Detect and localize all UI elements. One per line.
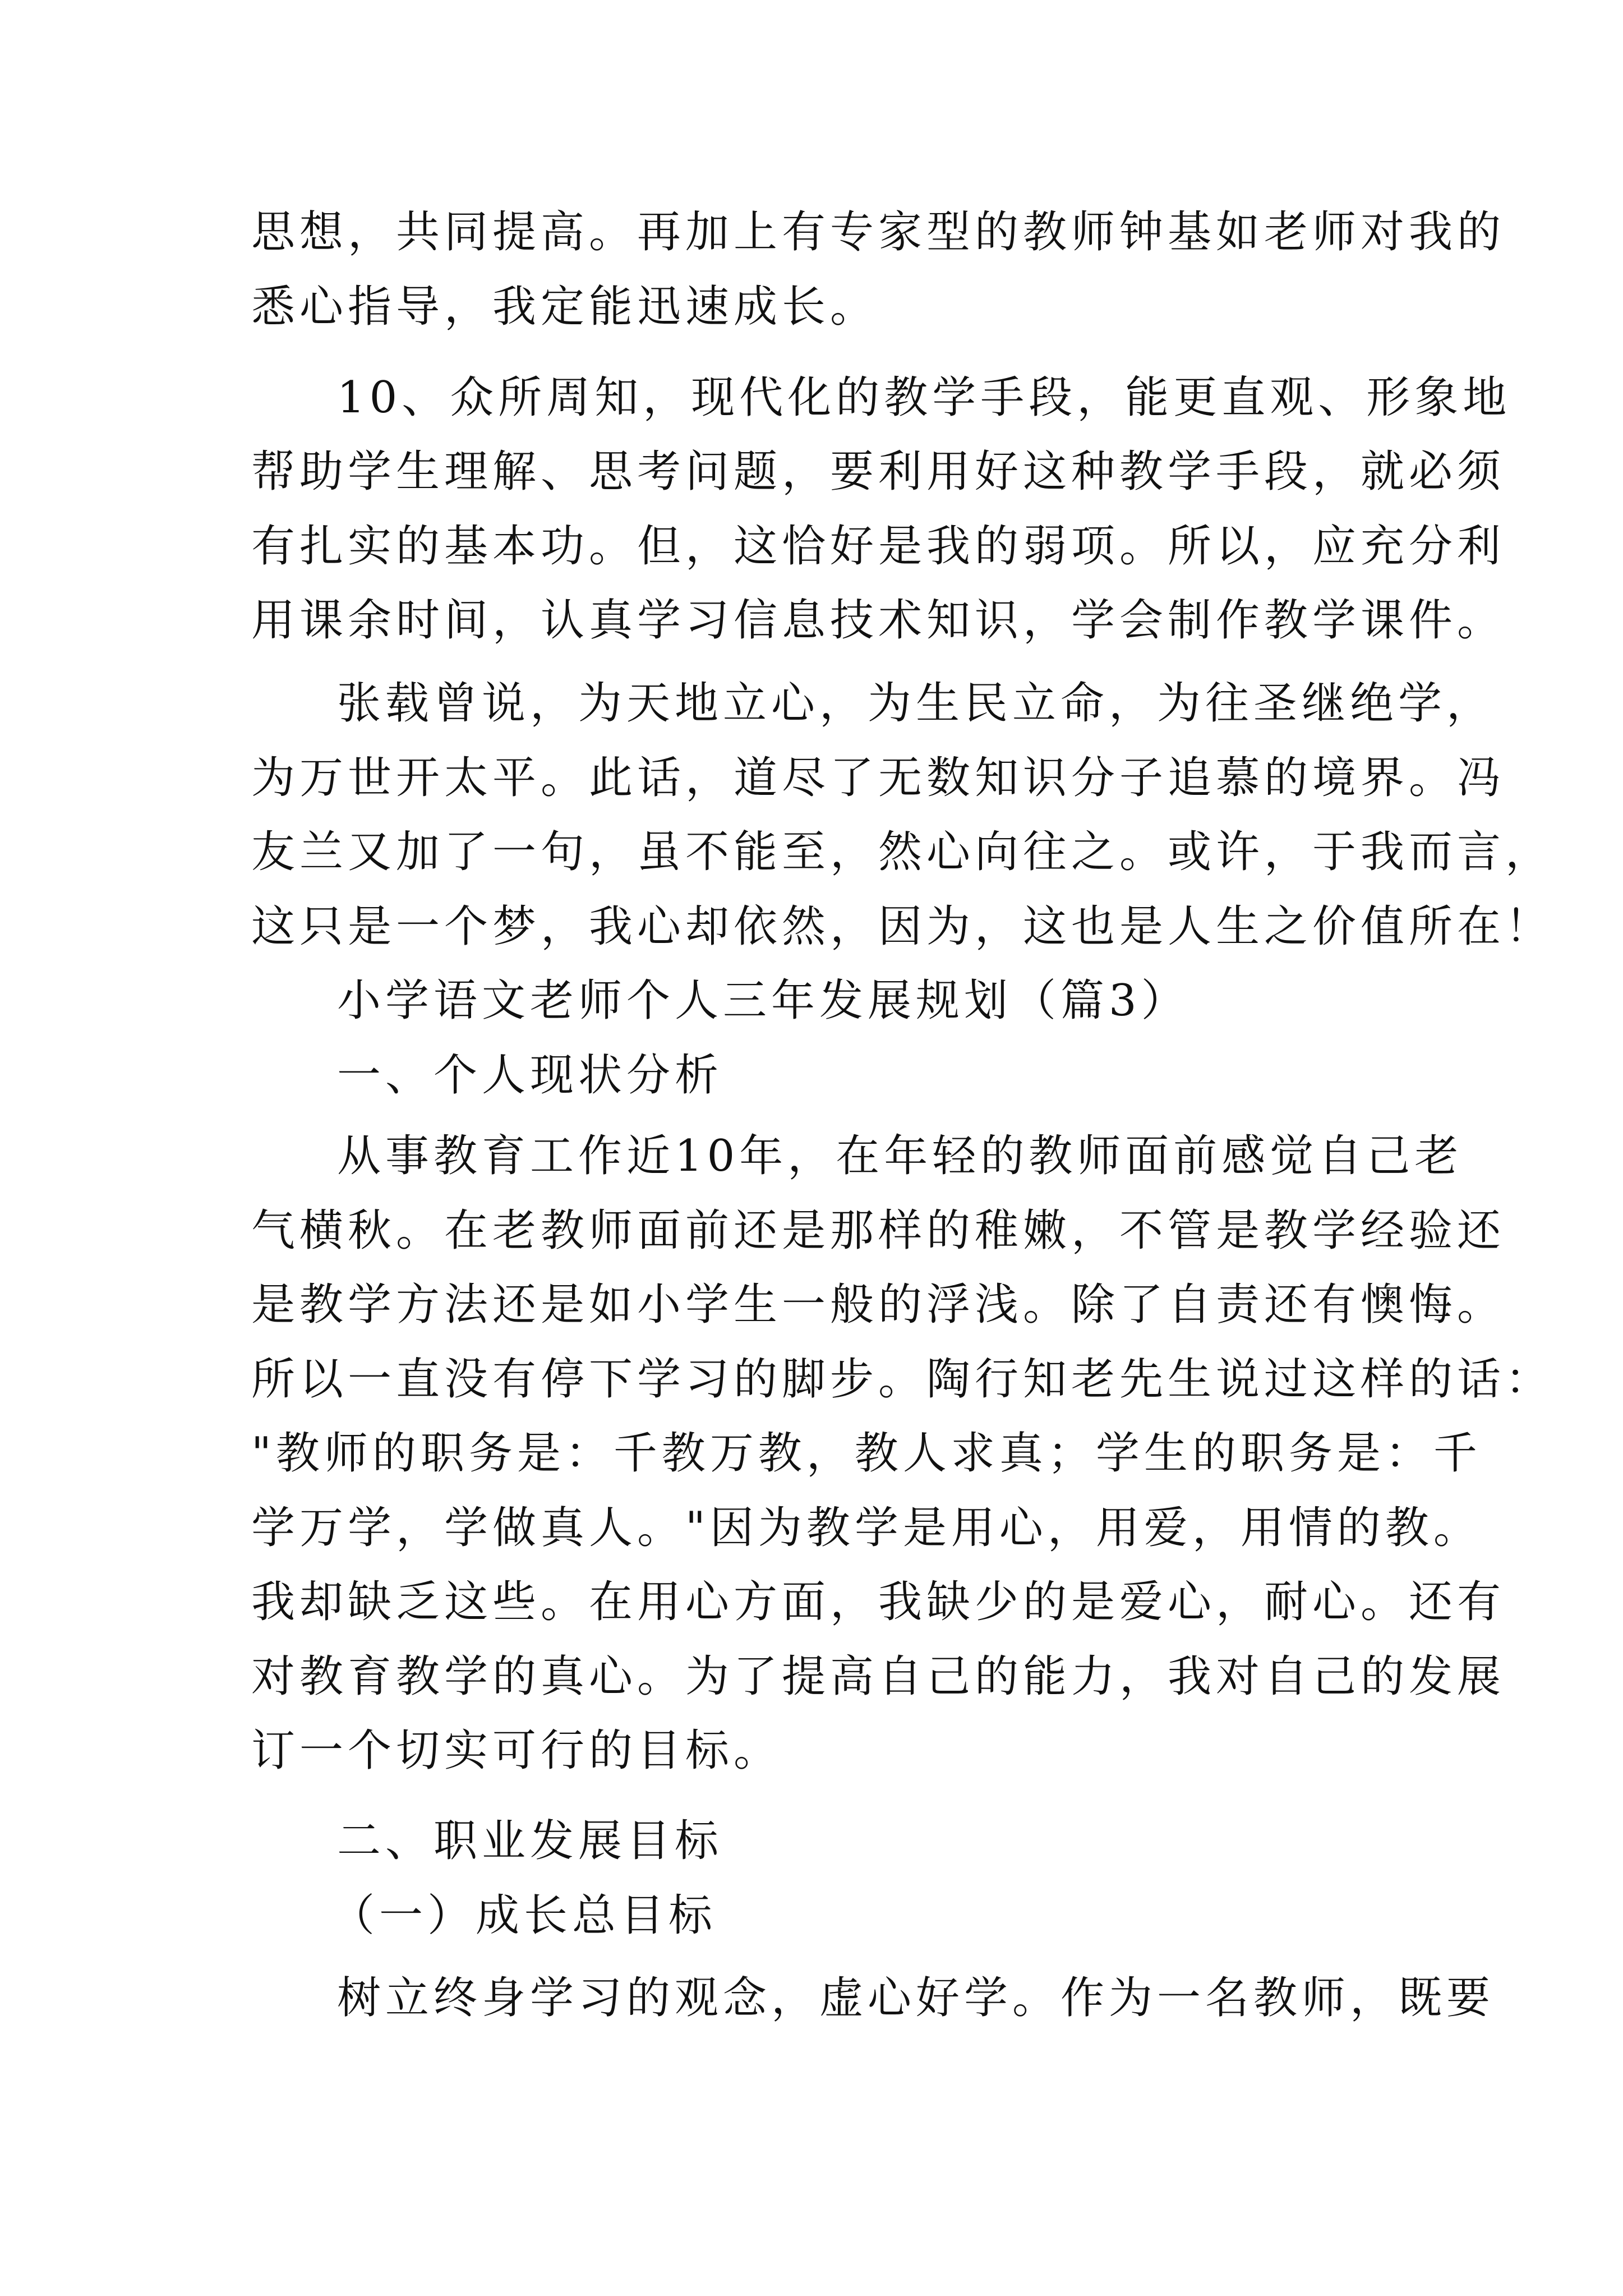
text-line-4: 帮助学生理解、思考问题，要利用好这种教学手段，就必须 bbox=[251, 447, 1506, 497]
text-line-20: 树立终身学习的观念，虚心好学。作为一名教师，既要 bbox=[337, 1973, 1495, 2023]
text-line-15: "教师的职务是：千教万教，教人求真；学生的职务是：千 bbox=[251, 1428, 1482, 1479]
subsection-heading-2: 二、职业发展目标 bbox=[337, 1816, 723, 1866]
text-line-18: 对教育教学的真心。为了提高自己的能力，我对自己的发展 bbox=[251, 1651, 1506, 1702]
text-line-12: 气横秋。在老教师面前还是那样的稚嫩，不管是教学经验还 bbox=[251, 1205, 1506, 1256]
text-line-1: 思想，共同提高。再加上有专家型的教师钟基如老师对我的 bbox=[251, 207, 1506, 257]
text-line-19: 订一个切实可行的目标。 bbox=[251, 1726, 782, 1776]
text-line-13: 是教学方法还是如小学生一般的浮浅。除了自责还有懊悔。 bbox=[251, 1280, 1506, 1330]
text-line-11: 从事教育工作近10年，在年轻的教师面前感觉自己老 bbox=[337, 1131, 1463, 1181]
text-line-14: 所以一直没有停下学习的脚步。陶行知老先生说过这样的话： bbox=[251, 1354, 1554, 1405]
text-line-9: 友兰又加了一句，虽不能至，然心向往之。或许，于我而言， bbox=[251, 827, 1554, 877]
subsection-heading-3: （一）成长总目标 bbox=[331, 1890, 717, 1941]
text-line-17: 我却缺乏这些。在用心方面，我缺少的是爱心，耐心。还有 bbox=[251, 1577, 1506, 1627]
text-line-3: 10、众所周知，现代化的教学手段，能更直观、形象地 bbox=[337, 372, 1511, 423]
subsection-heading-1: 一、个人现状分析 bbox=[337, 1050, 723, 1101]
section-heading: 小学语文老师个人三年发展规划（篇3） bbox=[337, 976, 1189, 1026]
text-line-5: 有扎实的基本功。但，这恰好是我的弱项。所以，应充分利 bbox=[251, 521, 1506, 572]
text-line-8: 为万世开太平。此话，道尽了无数知识分子追慕的境界。冯 bbox=[251, 753, 1506, 803]
text-line-2: 悉心指导，我定能迅速成长。 bbox=[251, 282, 879, 332]
text-line-6: 用课余时间，认真学习信息技术知识，学会制作教学课件。 bbox=[251, 595, 1506, 646]
text-line-10: 这只是一个梦，我心却依然，因为，这也是人生之价值所在！ bbox=[251, 901, 1554, 952]
text-line-7: 张载曾说，为天地立心，为生民立命，为往圣继绝学， bbox=[337, 678, 1495, 729]
text-line-16: 学万学，学做真人。"因为教学是用心，用爱，用情的教。 bbox=[251, 1503, 1482, 1553]
